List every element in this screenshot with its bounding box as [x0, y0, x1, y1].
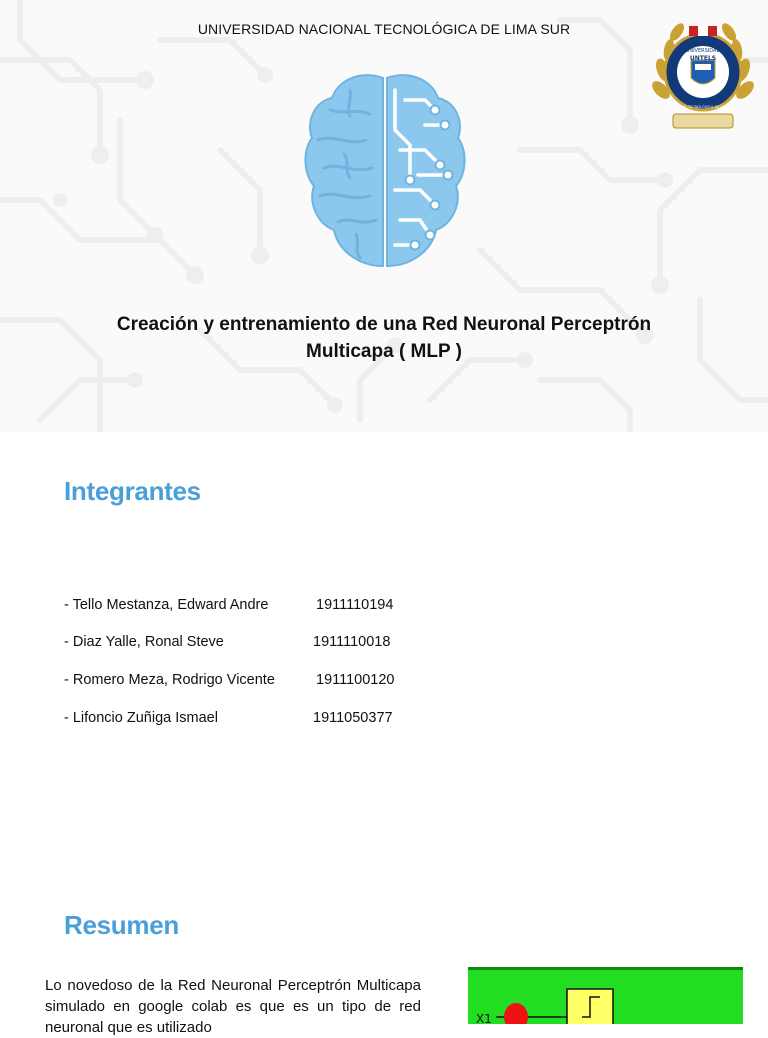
seal-acronym: UNTELS — [689, 55, 717, 62]
brain-icon — [300, 70, 470, 275]
input-label: X1 — [476, 1012, 492, 1024]
member-code: 1911110194 — [316, 597, 394, 613]
member-code: 1911050377 — [313, 710, 393, 726]
member-code: 1911110018 — [313, 634, 391, 650]
university-name: UNIVERSIDAD NACIONAL TECNOLÓGICA DE LIMA SUR — [197, 21, 571, 37]
member-name: - Diaz Yalle, Ronal Steve — [64, 634, 224, 650]
perceptron-diagram — [468, 967, 743, 1024]
cover-header — [0, 0, 768, 432]
document-title-line-2: Multicapa ( MLP ) — [306, 341, 462, 362]
member-name: - Romero Meza, Rodrigo Vicente — [64, 672, 275, 688]
seal-side-text: NACIONAL TECNOLÓGICA DE LIMA SUR — [668, 105, 738, 109]
members-heading: Integrantes — [64, 476, 201, 506]
document-title-line-1: Creación y entrenamiento de una Red Neuronal Perceptrón — [116, 314, 652, 335]
member-name: - Tello Mestanza, Edward Andre — [64, 597, 269, 613]
member-code: 1911100120 — [316, 672, 395, 688]
university-seal-icon — [651, 10, 755, 134]
summary-heading: Resumen — [64, 910, 179, 940]
seal-top-text: UNIVERSIDAD — [685, 48, 721, 54]
summary-text: Lo novedoso de la Red Neuronal Perceptrón Multicapa simulado en google colab es que es un tipo de red neuronal que es utilizado — [45, 977, 421, 1036]
document-title — [60, 311, 708, 365]
member-name: - Lifoncio Zuñiga Ismael — [64, 710, 218, 726]
